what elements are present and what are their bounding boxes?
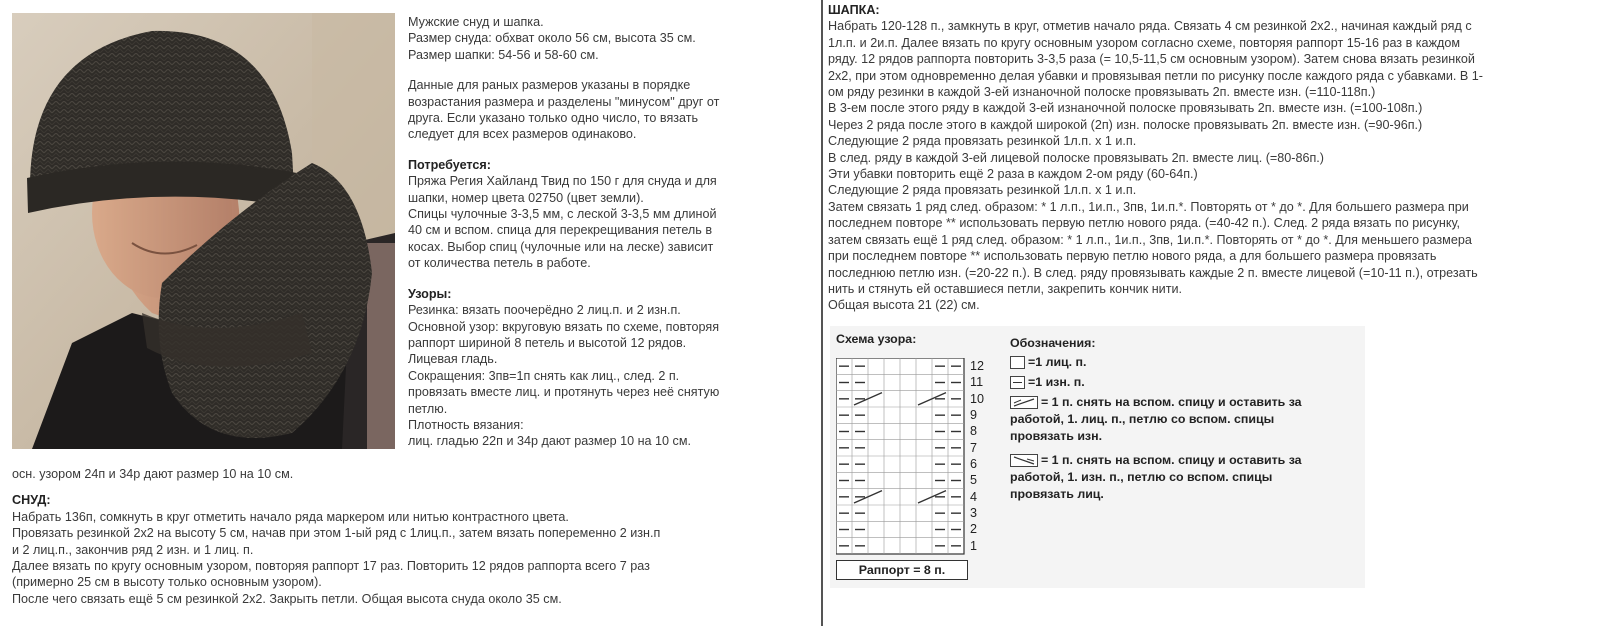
- hat-line: В след. ряду в каждой 3-ей лицевой полоске провязывать 2п. вместе лиц. (=80-86п.): [828, 150, 1324, 165]
- chart-row-number: 8: [970, 424, 978, 439]
- chart-row-number: 11: [970, 375, 984, 390]
- patterns-line: раппорт шириной 8 петель и высотой 12 рядов.: [408, 335, 687, 350]
- sizes-note-paragraph: [408, 77, 719, 143]
- hat-line: последнюю петлю изн. (=20-22 п.). В след. ряду провязывать каждые 2 п. вместе лицевой (=10-11 п.), отрезать: [828, 265, 1478, 280]
- snood-line: Набрать 136п, сомкнуть в круг отметить начало ряда маркером или нитью контрастного цвета.: [12, 509, 569, 524]
- chart-row-number: 3: [970, 506, 978, 520]
- chart-row-number: 6: [970, 457, 978, 471]
- materials-line: 40 см и вспом. спица для перекрещивания петель в: [408, 223, 713, 238]
- rapport-label: Раппорт = 8 п.: [836, 560, 968, 580]
- purl-stitch-icon: [1010, 376, 1025, 389]
- legend-cross-left-line: = 1 п. снять на вспом. спицу и оставить за: [1041, 453, 1302, 467]
- hat-line: Следующие 2 ряда провязать резинкой 1л.п. х 1 и.п.: [828, 183, 1137, 198]
- patterns-line: петлю.: [408, 401, 448, 416]
- hat-line: Через 2 ряда после этого в каждой широкой (2п) изн. полоске провязывать 2п. вместе изн. (=90-96п.): [828, 117, 1423, 132]
- patterns-line: Основной узор: вкруговую вязать по схеме, повторяя: [408, 319, 720, 334]
- hat-text-block: [828, 2, 1483, 314]
- chart-row-number: 9: [970, 408, 978, 422]
- legend-knit-text: =1 лиц. п.: [1028, 355, 1087, 369]
- chart-row-number: 7: [970, 440, 978, 455]
- hat-line: Затем связать 1 ряд след. образом: * 1 л.п., 1и.п., 3пв, 1и.п.*. Повторять от * до *. Для большего размера при: [828, 199, 1469, 214]
- sizes-note-line: следует для всех размеров одинаково.: [408, 127, 637, 142]
- hat-line: 2х2, при этом одновременно делая убавки и провязывая петли по рисунку после каждого ряда с убавками. В 1-: [828, 68, 1483, 83]
- materials-line: Пряжа Регия Хайланд Твид по 150 г для снуда и для: [408, 174, 717, 189]
- chart-row-number: 4: [970, 489, 978, 504]
- chart-row-number: 10: [970, 391, 985, 406]
- legend-knit: [1010, 354, 1087, 371]
- schema-title: Схема узора:: [836, 332, 917, 346]
- legend-title: Обозначения:: [1010, 336, 1096, 350]
- materials-line: Спицы чулочные 3-3,5 мм, с леской 3-3,5 мм длиной: [408, 207, 717, 222]
- chart-row-number: 1: [970, 538, 978, 553]
- patterns-section: [408, 286, 719, 450]
- hat-line: Следующие 2 ряда провязать резинкой 1л.п. х 1 и.п.: [828, 134, 1137, 149]
- hat-line: ряду. 12 рядов раппорта повторить 3-3,5 раза (= 10,5-11,5 см основным узором). Затем снова вязать резинкой: [828, 52, 1475, 67]
- knitting-chart-grid: [836, 358, 966, 556]
- legend-cross-right-line: = 1 п. снять на вспом. спицу и оставить за: [1041, 395, 1302, 409]
- materials-heading: Потребуется:: [408, 157, 491, 172]
- legend-purl: [1010, 374, 1085, 391]
- sizes-note-line: Данные для раных размеров указаны в порядке: [408, 78, 691, 93]
- intro-paragraph: [408, 14, 719, 63]
- snood-line: После чего связать ещё 5 см резинкой 2х2. Закрыть петли. Общая высота снуда около 35 см.: [12, 591, 562, 606]
- density-tail: осн. узором 24п и 34р дают размер 10 на 10 см.: [12, 467, 294, 481]
- materials-line: шапки, номер цвета 02750 (цвет земли).: [408, 190, 644, 205]
- intro-line: Мужские снуд и шапка.: [408, 15, 544, 29]
- hat-line: В 3-ем после этого ряду в каждой 3-ей изнаночной полоске провязывать 2п. вместе изн. (=100-108п.): [828, 101, 1423, 116]
- legend-cross-right-line: провязать изн.: [1010, 429, 1103, 443]
- snood-heading: СНУД:: [12, 493, 51, 508]
- legend-purl-text: =1 изн. п.: [1028, 375, 1085, 389]
- hat-heading: ШАПКА:: [828, 3, 880, 17]
- patterns-line: Сокращения: 3пв=1п снять как лиц., след. 2 п.: [408, 368, 680, 383]
- column-divider: [821, 0, 823, 626]
- hat-line: Общая высота 21 (22) см.: [828, 298, 980, 313]
- patterns-line: провязать вместе лиц. и протянуть через неё снятую: [408, 385, 720, 400]
- legend-cross-left-line: работой, 1. изн. п., петлю со вспом. спицы: [1010, 470, 1273, 484]
- snood-line: Провязать резинкой 2х2 на высоту 5 см, начав при этом 1-ый ряд с 1лиц.п., затем вязать попеременно 2 изн.п: [12, 526, 661, 541]
- hat-line: Эти убавки повторить ещё 2 раза в каждом 2-ом ряду (60-64п.): [828, 167, 1198, 182]
- legend-cross-left: [1010, 452, 1302, 503]
- hat-line: 1л.п. и 2и.п. Далее вязать по кругу основным узором согласно схеме, повторяя раппорт 15-16 раз в каждом: [828, 35, 1460, 50]
- hat-line: нить и стянуть ей оставшиеся петли, закрепить кончик нити.: [828, 281, 1182, 296]
- product-photo: [12, 13, 395, 449]
- sizes-note-line: возрастания размера и разделены "минусом" друг от: [408, 94, 720, 109]
- hat-line: при последнем повторе ** использовать первую петлю нового ряда, а для большего размера провязать: [828, 249, 1437, 264]
- hat-line: затем связать ещё 1 ряд след. образом: * 1 л.п., 1и.п., 3пв, 1и.п.*. Повторять от * до *. Для меньшего размера: [828, 232, 1472, 247]
- hat-line: последнем повторе ** использовать первую петлю нового ряда. (=40-42 п.). След. 2 ряда вязать по рисунку,: [828, 216, 1461, 231]
- legend-cross-left-line: провязать лиц.: [1010, 487, 1104, 501]
- intro-text-block: [408, 14, 719, 450]
- knit-stitch-icon: [1010, 356, 1025, 369]
- patterns-line: лиц. гладью 22п и 34р дают размер 10 на 10 см.: [408, 434, 692, 449]
- chart-row-number: 12: [970, 359, 985, 373]
- chart-row-number: 2: [970, 522, 978, 537]
- sizes-note-line: друга. Если указано только одно число, то вязать: [408, 111, 699, 126]
- intro-line: Размер снуда: обхват около 56 см, высота 35 см.: [408, 31, 696, 46]
- legend-cross-right-line: работой, 1. лиц. п., петлю со вспом. спицы: [1010, 412, 1275, 426]
- hat-line: ом ряду резинки в каждой 3-ей изнаночной полоске провязывать 2п. вместе изн. (=110-118п.): [828, 85, 1376, 100]
- man-in-hat-and-snood-image: [12, 13, 395, 449]
- snood-text-block: [12, 466, 660, 607]
- legend-cross-right: [1010, 394, 1302, 445]
- intro-line: Размер шапки: 54-56 и 58-60 см.: [408, 47, 599, 62]
- hat-line: Набрать 120-128 п., замкнуть в круг, отметив начало ряда. Связать 4 см резинкой 2х2., начиная каждый ряд с: [828, 19, 1472, 34]
- snood-line: и 2 лиц.п., закончив ряд 2 изн. и 1 лиц. п.: [12, 542, 254, 557]
- patterns-line: Резинка: вязать поочерёдно 2 лиц.п. и 2 изн.п.: [408, 303, 681, 318]
- cross-right-icon: [1010, 396, 1038, 409]
- patterns-line: Лицевая гладь.: [408, 352, 498, 367]
- materials-line: косах. Выбор спиц (чулочные или на леске) зависит: [408, 239, 714, 254]
- materials-section: [408, 157, 719, 272]
- patterns-heading: Узоры:: [408, 286, 452, 301]
- cross-left-icon: [1010, 454, 1038, 467]
- chart-row-number: 5: [970, 473, 978, 488]
- materials-line: от количества петель в работе.: [408, 256, 591, 271]
- patterns-line: Плотность вязания:: [408, 417, 524, 432]
- snood-line: Далее вязать по кругу основным узором, повторяя раппорт 17 раз. Повторить 12 рядов раппорта всего 7 раз: [12, 559, 650, 574]
- snood-line: (примерно 25 см в высоту только основным узором).: [12, 575, 322, 590]
